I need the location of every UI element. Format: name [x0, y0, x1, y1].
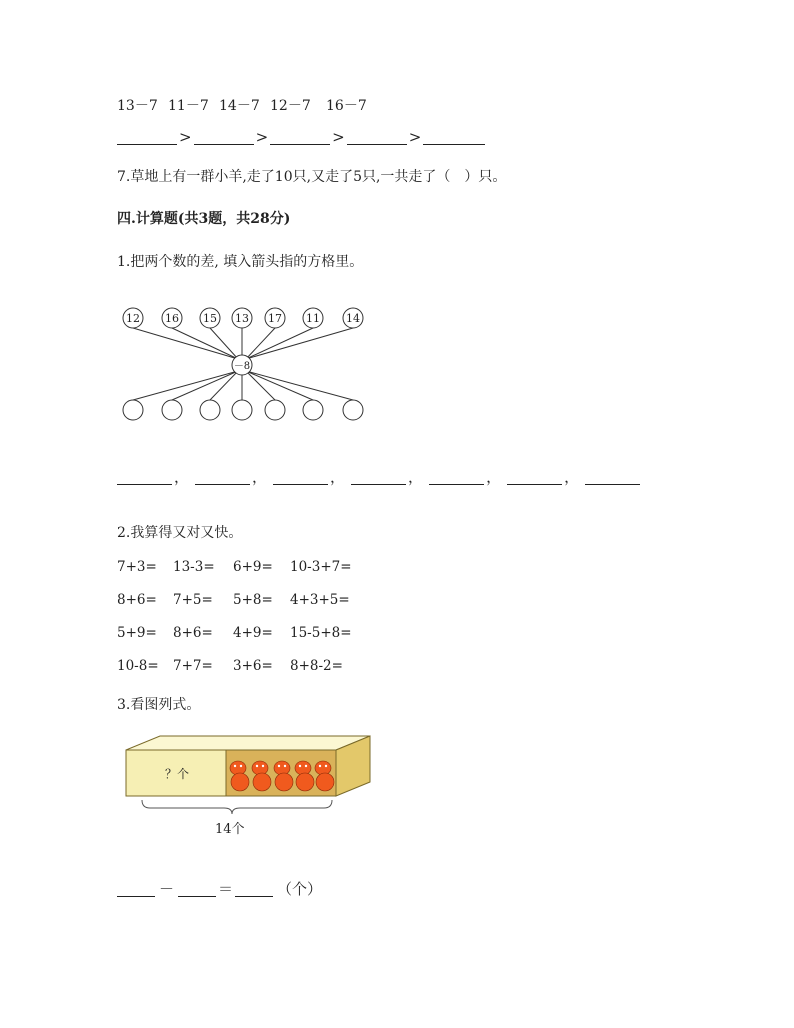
- expression: 7+5=: [173, 592, 213, 608]
- comma: ，: [174, 468, 190, 486]
- order-blanks: [117, 128, 485, 145]
- expression: 7+3=: [117, 559, 157, 575]
- top-number: 14: [346, 312, 360, 325]
- greater-than-sign: >: [255, 128, 269, 146]
- answer-blank[interactable]: [273, 468, 328, 485]
- expression: 6+9=: [233, 559, 273, 575]
- expression: 8+6=: [173, 625, 213, 641]
- center-operation: －8: [233, 361, 251, 372]
- order-expr: 14－7: [219, 98, 260, 114]
- question-7: 7.草地上有一群小羊,走了10只,又走了5只,一共走了（ ）只。: [117, 169, 507, 185]
- top-number: 13: [235, 312, 249, 325]
- order-expr: 11－7: [168, 98, 209, 114]
- answer-circle[interactable]: [162, 400, 182, 420]
- answer-blank[interactable]: [117, 880, 155, 897]
- answer-blank[interactable]: [194, 128, 254, 145]
- answer-blank[interactable]: [585, 468, 640, 485]
- answer-blank[interactable]: [235, 880, 273, 897]
- expression: 4+3+5=: [290, 592, 350, 608]
- order-expr: 16－7: [326, 98, 367, 114]
- q1-answer-blanks: [117, 468, 640, 485]
- comma: ，: [408, 468, 424, 486]
- brace: [142, 800, 332, 814]
- greater-than-sign: >: [408, 128, 422, 146]
- top-number: 12: [126, 312, 140, 325]
- answer-blank[interactable]: [351, 468, 406, 485]
- comma: ，: [486, 468, 502, 486]
- total-label: 14个: [215, 822, 245, 837]
- answer-blank[interactable]: [117, 128, 177, 145]
- equals-sign: ＝: [218, 880, 234, 898]
- question-3-text: 3.看图列式。: [117, 697, 201, 713]
- answer-blank[interactable]: [347, 128, 407, 145]
- expression: 13-3=: [173, 559, 215, 575]
- comma: ，: [252, 468, 268, 486]
- answer-blank[interactable]: [178, 880, 216, 897]
- answer-circle[interactable]: [303, 400, 323, 420]
- equation-row: [117, 880, 322, 897]
- answer-blank[interactable]: [195, 468, 250, 485]
- question-1-text: 1.把两个数的差, 填入箭头指的方格里。: [117, 254, 364, 270]
- question-2-text: 2.我算得又对又快。: [117, 525, 243, 541]
- expression: 15-5+8=: [290, 625, 352, 641]
- greater-than-sign: >: [332, 128, 345, 146]
- expression: 10-3+7=: [290, 559, 352, 575]
- minus-sign: －: [159, 880, 175, 898]
- answer-circle[interactable]: [123, 400, 143, 420]
- answer-blank[interactable]: [429, 468, 484, 485]
- greater-than-sign: >: [179, 128, 192, 146]
- answer-circle[interactable]: [200, 400, 220, 420]
- section-title: 四.计算题(共3题，共28分): [117, 211, 291, 227]
- box-illustration: [120, 730, 375, 845]
- top-number: 16: [165, 312, 179, 325]
- answer-circle[interactable]: [343, 400, 363, 420]
- expression: 3+6=: [233, 658, 273, 674]
- expression: 7+7=: [173, 658, 213, 674]
- unit-label: （个）: [277, 880, 323, 898]
- expression: 8+8-2=: [290, 658, 343, 674]
- answer-circle[interactable]: [232, 400, 252, 420]
- answer-blank[interactable]: [270, 128, 330, 145]
- expression: 8+6=: [117, 592, 157, 608]
- order-expr: 12－7: [270, 98, 311, 114]
- top-number: 17: [268, 312, 282, 325]
- answer-blank[interactable]: [423, 128, 485, 145]
- box-label: ？个: [165, 767, 190, 781]
- answer-blank[interactable]: [117, 468, 172, 485]
- animal-group: [230, 761, 334, 791]
- comma: ，: [564, 468, 580, 486]
- expression: 5+8=: [233, 592, 273, 608]
- answer-circle[interactable]: [265, 400, 285, 420]
- answer-blank[interactable]: [507, 468, 562, 485]
- order-expr: 13－7: [117, 98, 158, 114]
- expression: 5+9=: [117, 625, 157, 641]
- subtraction-diagram: [110, 300, 380, 430]
- top-number: 11: [306, 312, 320, 325]
- expression: 4+9=: [233, 625, 273, 641]
- expression: 10-8=: [117, 658, 159, 674]
- comma: ，: [330, 468, 346, 486]
- top-number: 15: [203, 312, 217, 325]
